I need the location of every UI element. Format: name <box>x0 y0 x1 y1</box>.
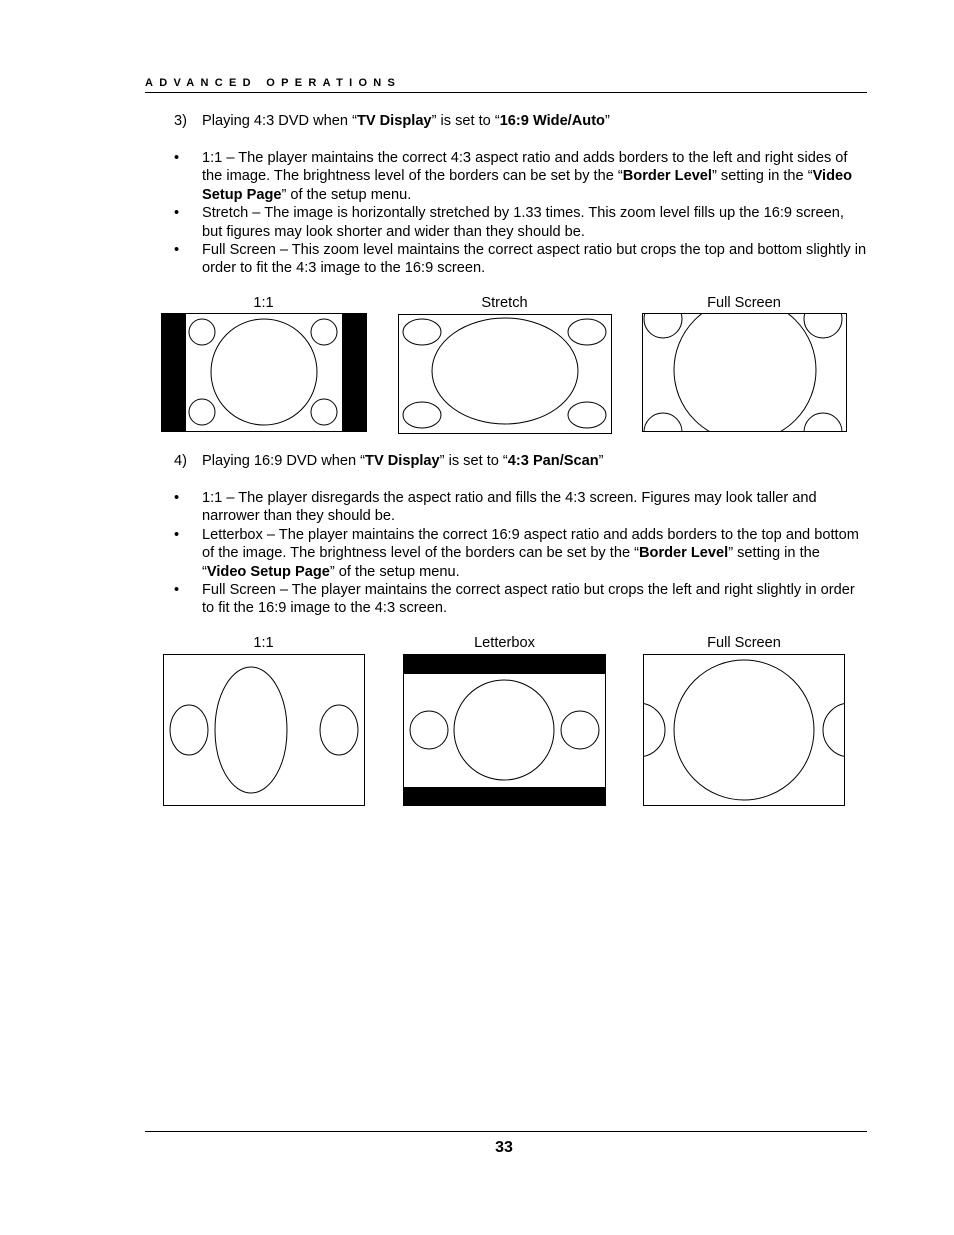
heading-text-part: ” is set to “ <box>431 113 500 129</box>
running-header: ADVANCED OPERATIONS <box>145 77 402 89</box>
bullet-bold-part: Border Level <box>622 168 712 185</box>
figure-16x9-on-4x3-one-to-one <box>163 654 365 806</box>
figure-4x3-on-16x9-full-screen <box>642 313 847 432</box>
bullet-bold-part: Video Setup Page <box>206 563 330 580</box>
figure-4x3-on-16x9-one-to-one <box>161 313 367 432</box>
page-number: 33 <box>495 1139 513 1156</box>
bullet-text-part: ” setting in the “ <box>711 168 813 185</box>
heading-bold-part: 4:3 Pan/Scan <box>507 453 599 469</box>
header-rule <box>145 92 867 93</box>
bullet-text-part: ” of the setup menu. <box>281 186 412 203</box>
bullet-text-part: 1:1 – The player maintains the correct 4:3 aspect ratio and adds borders to the left and right sides of the image. The brightness level of the borders can be set by the “ <box>202 150 848 185</box>
heading-bold-part: TV Display <box>365 453 440 469</box>
figure-16x9-on-4x3-letterbox <box>403 654 606 806</box>
heading-text-part: ” <box>598 453 604 469</box>
heading-bold-part: TV Display <box>356 113 432 129</box>
bullet-item <box>145 149 867 204</box>
figure-16x9-on-4x3-full-screen <box>643 654 845 806</box>
figure-caption-full-screen: Full Screen <box>707 295 781 311</box>
heading-text-part: ” is set to “ <box>439 453 508 469</box>
figure-caption-full-screen: Full Screen <box>707 635 781 651</box>
bullet-item <box>145 526 867 581</box>
figure-caption-1-1: 1:1 <box>253 295 274 311</box>
figure-caption-letterbox: Letterbox <box>474 635 535 651</box>
section-4-bullets <box>145 489 867 618</box>
bullet-bold-part: Border Level <box>639 545 729 562</box>
bullet-item: • Full Screen – This zoom level maintains the correct aspect ratio but crops the top and bottom slightly in order to fit the 4:3 image to the 16:9 screen. <box>145 241 867 278</box>
section-4-number: 4) <box>174 453 187 469</box>
bullet-item: • 1:1 – The player disregards the aspect ratio and fills the 4:3 screen. Figures may look taller and narrower than they should be. <box>145 489 867 526</box>
heading-bold-part: 16:9 Wide/Auto <box>499 113 605 129</box>
section-4-heading-text <box>202 452 604 470</box>
section-3-bullets <box>145 149 867 278</box>
heading-text-part: Playing 16:9 DVD when “ <box>202 453 366 469</box>
figure-caption-1-1: 1:1 <box>253 635 274 651</box>
section-3-heading-text <box>202 112 610 130</box>
bullet-bold-part: Video Setup Page <box>202 168 853 203</box>
bullet-item: • Full Screen – The player maintains the correct aspect ratio but crops the left and right slightly in order to fit the 16:9 image to the 4:3 screen. <box>145 581 867 618</box>
bullet-item: • Stretch – The image is horizontally stretched by 1.33 times. This zoom level fills up the 16:9 screen, but figures may look shorter and wider than they should be. <box>145 204 867 241</box>
figure-4x3-on-16x9-stretch <box>398 314 612 434</box>
bullet-text-part: ” setting in the “ <box>202 545 820 580</box>
footer-rule <box>145 1131 867 1132</box>
figure-caption-stretch: Stretch <box>481 295 528 311</box>
heading-text-part: Playing 4:3 DVD when “ <box>202 113 357 129</box>
bullet-text-part: ” of the setup menu. <box>329 563 460 580</box>
section-3-number: 3) <box>174 113 187 129</box>
heading-text-part: ” <box>604 113 610 129</box>
bullet-text-part: Letterbox – The player maintains the correct 16:9 aspect ratio and adds borders to the top and bottom of the image. The brightness level of the borders can be set by the “ <box>202 526 859 562</box>
